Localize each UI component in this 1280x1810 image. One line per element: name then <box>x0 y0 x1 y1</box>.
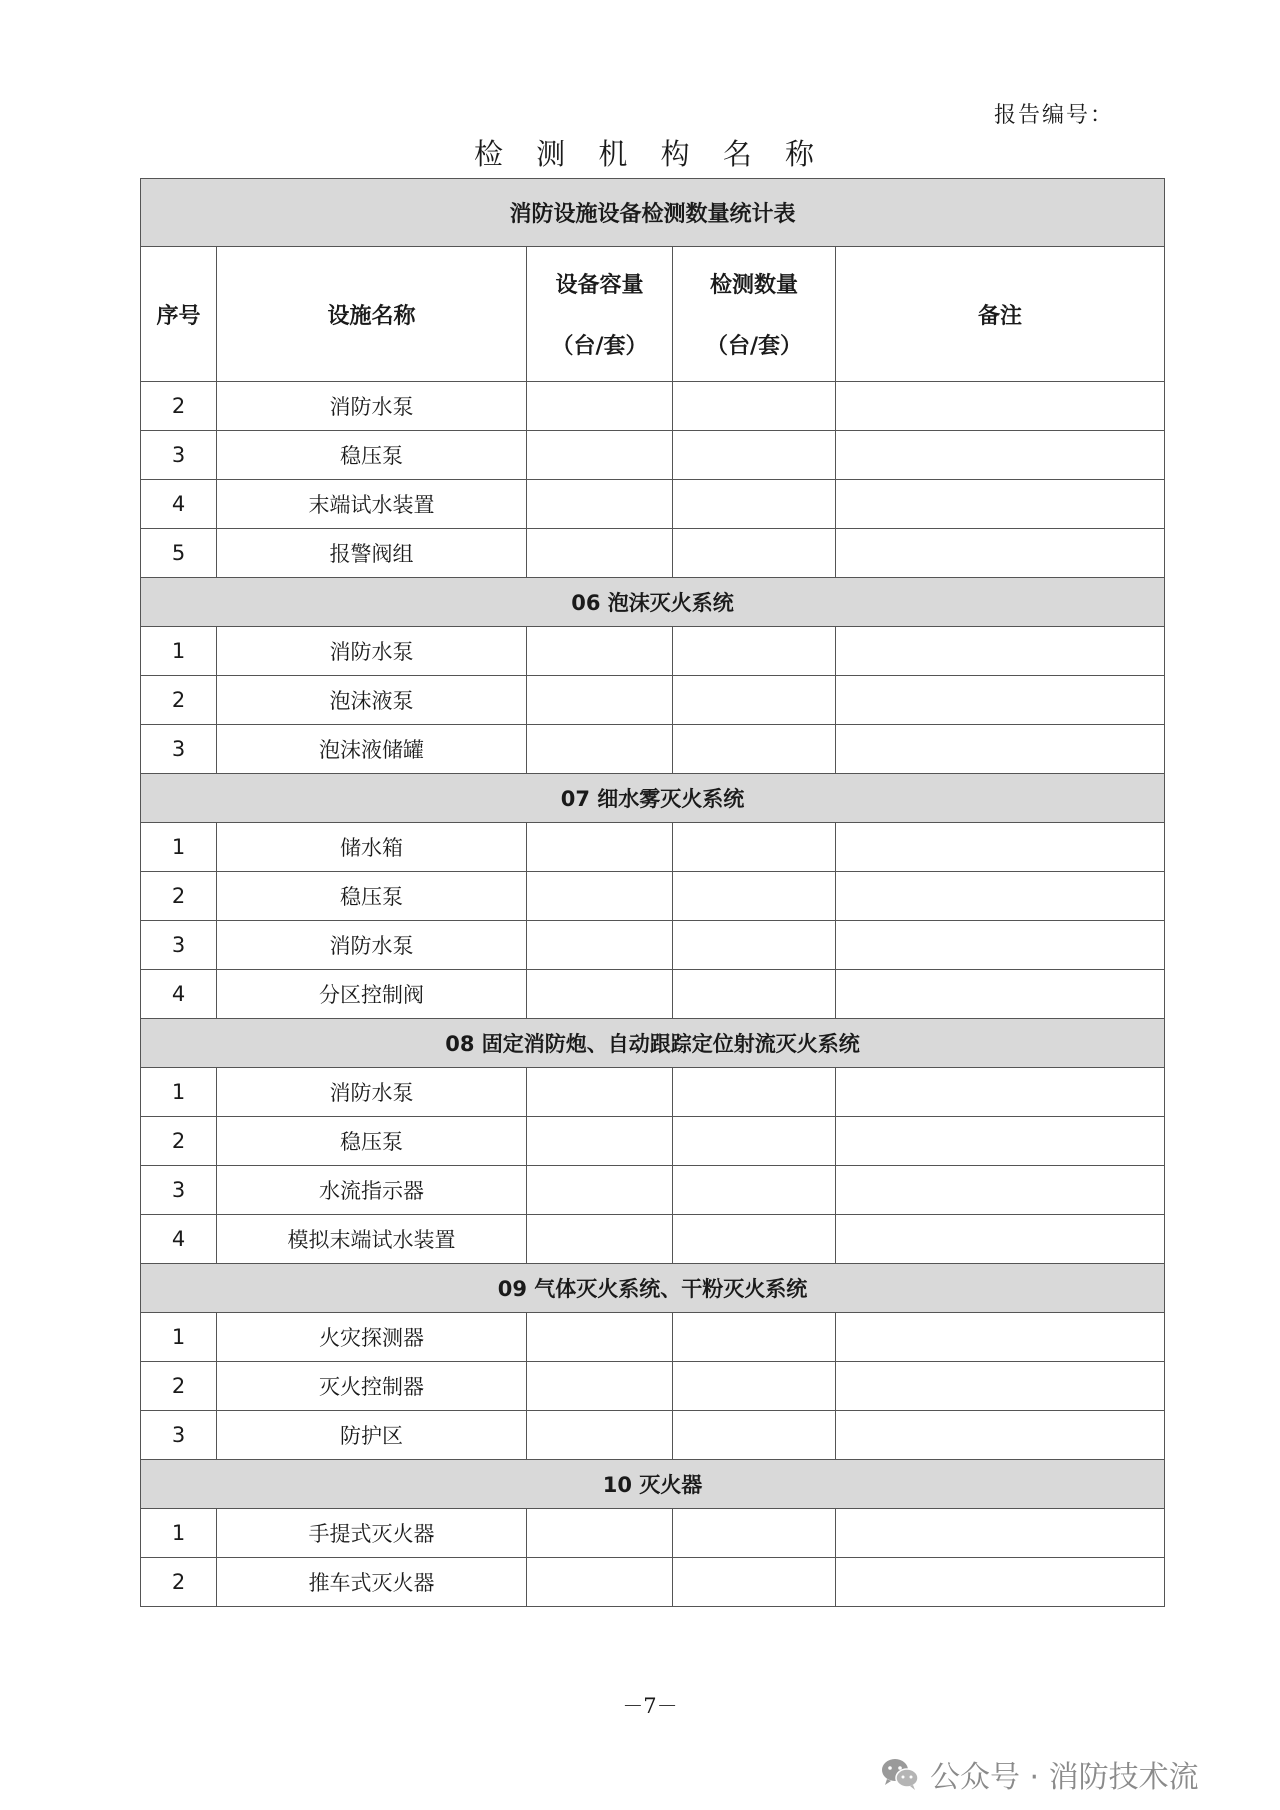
row-seq: 2 <box>141 382 217 431</box>
section-row-09 <box>141 1264 1165 1313</box>
table-row <box>141 1068 1165 1117</box>
row-seq: 3 <box>141 921 217 970</box>
table-row <box>141 676 1165 725</box>
remark-cell <box>836 1411 1165 1460</box>
capacity-cell <box>527 1558 673 1607</box>
count-cell <box>673 480 836 529</box>
remark-cell <box>836 1313 1165 1362</box>
capacity-cell <box>527 921 673 970</box>
count-cell <box>673 627 836 676</box>
remark-cell <box>836 529 1165 578</box>
capacity-cell <box>527 823 673 872</box>
remark-cell <box>836 676 1165 725</box>
capacity-cell <box>527 1411 673 1460</box>
column-header-name: 设施名称 <box>217 247 527 382</box>
section-title: 07 细水雾灭火系统 <box>141 774 1165 823</box>
remark-cell <box>836 1117 1165 1166</box>
table-row <box>141 1558 1165 1607</box>
wechat-icon <box>880 1757 920 1791</box>
capacity-cell <box>527 725 673 774</box>
count-cell <box>673 1117 836 1166</box>
table-caption: 消防设施设备检测数量统计表 <box>141 179 1165 247</box>
row-seq: 2 <box>141 1558 217 1607</box>
table-row <box>141 529 1165 578</box>
section-row-10 <box>141 1460 1165 1509</box>
section-title: 10 灭火器 <box>141 1460 1165 1509</box>
table-row <box>141 1117 1165 1166</box>
row-seq: 3 <box>141 1411 217 1460</box>
count-cell <box>673 725 836 774</box>
row-name: 报警阀组 <box>217 529 527 578</box>
row-seq: 2 <box>141 1362 217 1411</box>
capacity-cell <box>527 970 673 1019</box>
table-row <box>141 725 1165 774</box>
count-cell <box>673 872 836 921</box>
capacity-cell <box>527 529 673 578</box>
row-name: 防护区 <box>217 1411 527 1460</box>
table-row <box>141 1509 1165 1558</box>
capacity-cell <box>527 1362 673 1411</box>
capacity-cell <box>527 1215 673 1264</box>
row-name: 稳压泵 <box>217 872 527 921</box>
count-cell <box>673 1313 836 1362</box>
row-seq: 2 <box>141 1117 217 1166</box>
row-name: 推车式灭火器 <box>217 1558 527 1607</box>
row-seq: 3 <box>141 725 217 774</box>
section-row-08 <box>141 1019 1165 1068</box>
section-title: 08 固定消防炮、自动跟踪定位射流灭火系统 <box>141 1019 1165 1068</box>
row-name: 消防水泵 <box>217 1068 527 1117</box>
row-name: 泡沫液泵 <box>217 676 527 725</box>
row-name: 手提式灭火器 <box>217 1509 527 1558</box>
count-cell <box>673 1411 836 1460</box>
count-cell <box>673 1509 836 1558</box>
section-row-06 <box>141 578 1165 627</box>
count-cell <box>673 1166 836 1215</box>
table-row <box>141 1362 1165 1411</box>
capacity-unit: （台/套） <box>551 334 648 359</box>
remark-cell <box>836 480 1165 529</box>
count-cell <box>673 529 836 578</box>
remark-cell <box>836 1558 1165 1607</box>
remark-cell <box>836 1215 1165 1264</box>
remark-cell <box>836 431 1165 480</box>
count-cell <box>673 1362 836 1411</box>
section-row-07 <box>141 774 1165 823</box>
row-name: 稳压泵 <box>217 431 527 480</box>
count-unit: （台/套） <box>705 334 803 359</box>
document-title: 检 测 机 构 名 称 <box>473 137 827 171</box>
capacity-cell <box>527 480 673 529</box>
row-seq: 1 <box>141 1068 217 1117</box>
table-row <box>141 1313 1165 1362</box>
count-cell <box>673 431 836 480</box>
capacity-cell <box>527 431 673 480</box>
column-header-remark: 备注 <box>836 247 1165 382</box>
table-row <box>141 1411 1165 1460</box>
table-row <box>141 1215 1165 1264</box>
remark-cell <box>836 1068 1165 1117</box>
count-cell <box>673 1068 836 1117</box>
table-header-row <box>141 247 1165 382</box>
table-row <box>141 872 1165 921</box>
row-seq: 1 <box>141 1509 217 1558</box>
remark-cell <box>836 725 1165 774</box>
remark-cell <box>836 1509 1165 1558</box>
row-seq: 5 <box>141 529 217 578</box>
statistics-table <box>140 178 1165 1607</box>
capacity-cell <box>527 1117 673 1166</box>
capacity-label: 设备容量 <box>555 273 644 298</box>
count-cell <box>673 970 836 1019</box>
row-seq: 3 <box>141 431 217 480</box>
table-row <box>141 921 1165 970</box>
count-cell <box>673 823 836 872</box>
table-row <box>141 480 1165 529</box>
table-row <box>141 382 1165 431</box>
section-title: 06 泡沫灭火系统 <box>141 578 1165 627</box>
capacity-cell <box>527 1166 673 1215</box>
capacity-cell <box>527 1068 673 1117</box>
remark-cell <box>836 382 1165 431</box>
report-number-label: 报告编号： <box>994 103 1115 128</box>
row-seq: 4 <box>141 480 217 529</box>
row-seq: 1 <box>141 823 217 872</box>
table-row <box>141 627 1165 676</box>
page-number: －7－ <box>622 1694 678 1718</box>
count-cell <box>673 382 836 431</box>
row-name: 消防水泵 <box>217 921 527 970</box>
table-row <box>141 970 1165 1019</box>
capacity-cell <box>527 1313 673 1362</box>
row-seq: 3 <box>141 1166 217 1215</box>
remark-cell <box>836 1362 1165 1411</box>
column-header-count <box>673 247 836 382</box>
remark-cell <box>836 1166 1165 1215</box>
count-cell <box>673 1558 836 1607</box>
capacity-cell <box>527 872 673 921</box>
column-header-seq: 序号 <box>141 247 217 382</box>
row-name: 末端试水装置 <box>217 480 527 529</box>
capacity-cell <box>527 382 673 431</box>
remark-cell <box>836 872 1165 921</box>
row-seq: 4 <box>141 1215 217 1264</box>
row-name: 泡沫液储罐 <box>217 725 527 774</box>
row-seq: 1 <box>141 627 217 676</box>
remark-cell <box>836 627 1165 676</box>
row-seq: 2 <box>141 872 217 921</box>
row-seq: 4 <box>141 970 217 1019</box>
count-label: 检测数量 <box>709 273 798 298</box>
row-name: 模拟末端试水装置 <box>217 1215 527 1264</box>
table-row <box>141 823 1165 872</box>
column-header-capacity <box>527 247 673 382</box>
remark-cell <box>836 970 1165 1019</box>
capacity-cell <box>527 1509 673 1558</box>
row-name: 分区控制阀 <box>217 970 527 1019</box>
capacity-cell <box>527 676 673 725</box>
remark-cell <box>836 823 1165 872</box>
table-row <box>141 431 1165 480</box>
row-name: 灭火控制器 <box>217 1362 527 1411</box>
row-name: 消防水泵 <box>217 382 527 431</box>
count-cell <box>673 1215 836 1264</box>
watermark <box>880 1752 1199 1796</box>
row-name: 火灾探测器 <box>217 1313 527 1362</box>
table-row <box>141 1166 1165 1215</box>
row-seq: 2 <box>141 676 217 725</box>
capacity-cell <box>527 627 673 676</box>
row-name: 稳压泵 <box>217 1117 527 1166</box>
row-seq: 1 <box>141 1313 217 1362</box>
row-name: 消防水泵 <box>217 627 527 676</box>
section-title: 09 气体灭火系统、干粉灭火系统 <box>141 1264 1165 1313</box>
count-cell <box>673 921 836 970</box>
row-name: 储水箱 <box>217 823 527 872</box>
table-caption-row <box>141 179 1165 247</box>
count-cell <box>673 676 836 725</box>
watermark-text: 公众号 · 消防技术流 <box>930 1760 1199 1795</box>
remark-cell <box>836 921 1165 970</box>
row-name: 水流指示器 <box>217 1166 527 1215</box>
